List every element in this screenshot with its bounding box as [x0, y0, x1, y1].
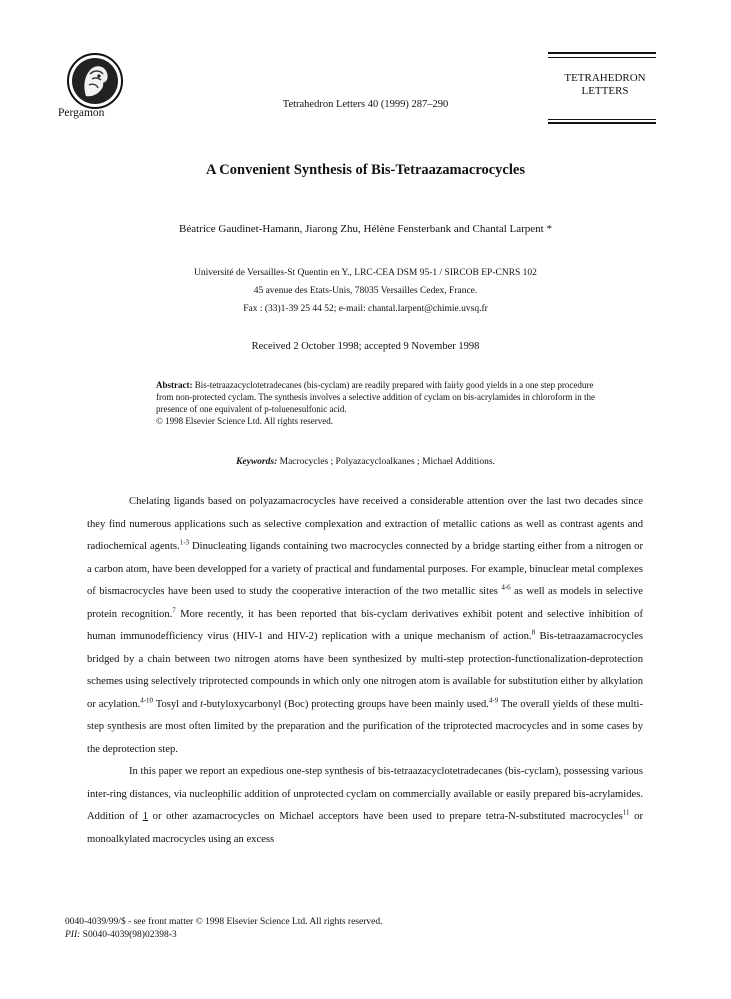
header-rule [548, 52, 656, 54]
text-run: t [200, 698, 204, 710]
journal-name-line: LETTERS [581, 85, 629, 97]
affiliation-line: 45 avenue des Etats-Unis, 78035 Versailles Cedex, France. [253, 286, 478, 296]
reference: 11 [622, 808, 630, 817]
keywords-text: Macrocycles ; Polyazacycloalkanes ; Michael Additions. [279, 457, 495, 467]
affiliation-line: Fax : (33)1-39 25 44 52; e-mail: chantal.larpent@chimie.uvsq.fr [243, 304, 488, 314]
footer-pii [65, 929, 382, 942]
affiliation-line: Université de Versailles-St Quentin en Y., LRC-CEA DSM 95-1 / SIRCOB EP-CNRS 102 [194, 268, 537, 278]
compound-number: 1 [142, 811, 149, 822]
paragraph [87, 761, 643, 851]
reference: 8 [531, 628, 536, 637]
text-run: Bis-tetraazamacrocycles bridged by a chain between two nitrogen atoms have been synthesized by multi-step protection-functionalization-deprotection schemes using selectively triprotected compounds in which only one nitrogen atom is available for substitution either by alkylation or acylation. [87, 631, 643, 710]
reference: 4-9 [488, 695, 499, 704]
abstract-copyright: © 1998 Elsevier Science Ltd. All rights reserved. [156, 416, 334, 426]
journal-citation: Tetrahedron Letters 40 (1999) 287–290 [282, 99, 449, 110]
pii-value: S0040-4039(98)02398-3 [80, 930, 177, 940]
text-run: or monoalkylated macrocycles using an excess [87, 811, 643, 845]
header-rule [548, 57, 656, 58]
pii-label: PII: [65, 930, 81, 940]
keywords [0, 457, 731, 467]
body-text [87, 491, 643, 851]
journal-name-line: TETRAHEDRON [564, 72, 646, 84]
footer-copyright: 0040-4039/99/$ - see front matter © 1998 Elsevier Science Ltd. All rights reserved. [65, 917, 383, 927]
text-run: The overall yields of these multi-step synthesis are most often limited by the preparation and the purification of the triprotected macrocycles and in some cases by the deprotection step. [87, 698, 643, 755]
header-rule [548, 122, 656, 124]
received-dates: Received 2 October 1998; accepted 9 November 1998 [251, 341, 480, 352]
paragraph [87, 491, 643, 761]
reference: 7 [172, 605, 176, 614]
header-rule [548, 119, 656, 120]
text-run: In this paper we report an expedious one-step synthesis of bis-tetraazacyclotetradecanes (bis-cyclam), possessing various inter-ring distances, via nucleophilic addition of unprotected cyclam on commercially available or easily prepared bis-acrylamides. Addition of [87, 766, 643, 822]
footer [65, 916, 382, 942]
text-run: Tosyl and [153, 698, 201, 710]
text-run: Dinucleating ligands containing two macrocycles connected by a bridge starting either from a nitrogen or a carbon atom, have been developped for a variety of practical and fundamental purposes. For example, binuclear metal complexes of bismacrocycles have been used to study the cooperative interaction of the two metallic sites [87, 541, 643, 597]
keywords-label: Keywords: [236, 457, 278, 467]
abstract-text: Bis-tetraazacyclotetradecanes (bis-cyclam) are readily prepared with fairly good yields in a one step procedure from non-protected cyclam. The synthesis involves a selective addition of cyclam on bis-acrylamides in chloroform in the presence of one equivalent of p-toluenesulfonic acid. [156, 380, 595, 414]
reference: 4-6 [501, 583, 511, 592]
abstract-label: Abstract: [156, 380, 193, 390]
reference: 4-10 [140, 695, 154, 704]
text-run: as well as models in selective protein recognition. [87, 586, 643, 620]
abstract [156, 379, 596, 427]
text-run: More recently, it has been reported that bis-cyclam derivatives exhibit potent and selective inhibition of human immunodefficiency virus (HIV-1 and HIV-2) replication with a unique mechanism of action. [87, 608, 643, 642]
text-run: or other azamacrocycles on Michael acceptors have been used to prepare tetra-N-substituted macrocycles [148, 811, 623, 822]
publisher-name: Pergamon [58, 107, 105, 119]
reference: 1-3 [179, 538, 190, 547]
text-run: Chelating ligands based on polyazamacrocycles have received a considerable attention over the last two decades since they find numerous applications such as selective complexation and extraction of metallic cations as well as contrast agents and radiochemical agents. [87, 496, 643, 552]
author-list: Béatrice Gaudinet-Hamann, Jiarong Zhu, Hélène Fensterbank and Chantal Larpent * [179, 223, 552, 235]
journal-name [548, 72, 662, 98]
text-run: -butyloxycarbonyl (Boc) protecting groups have been mainly used. [203, 698, 489, 710]
paper-title: A Convenient Synthesis of Bis-Tetraazamacrocycles [206, 162, 525, 178]
